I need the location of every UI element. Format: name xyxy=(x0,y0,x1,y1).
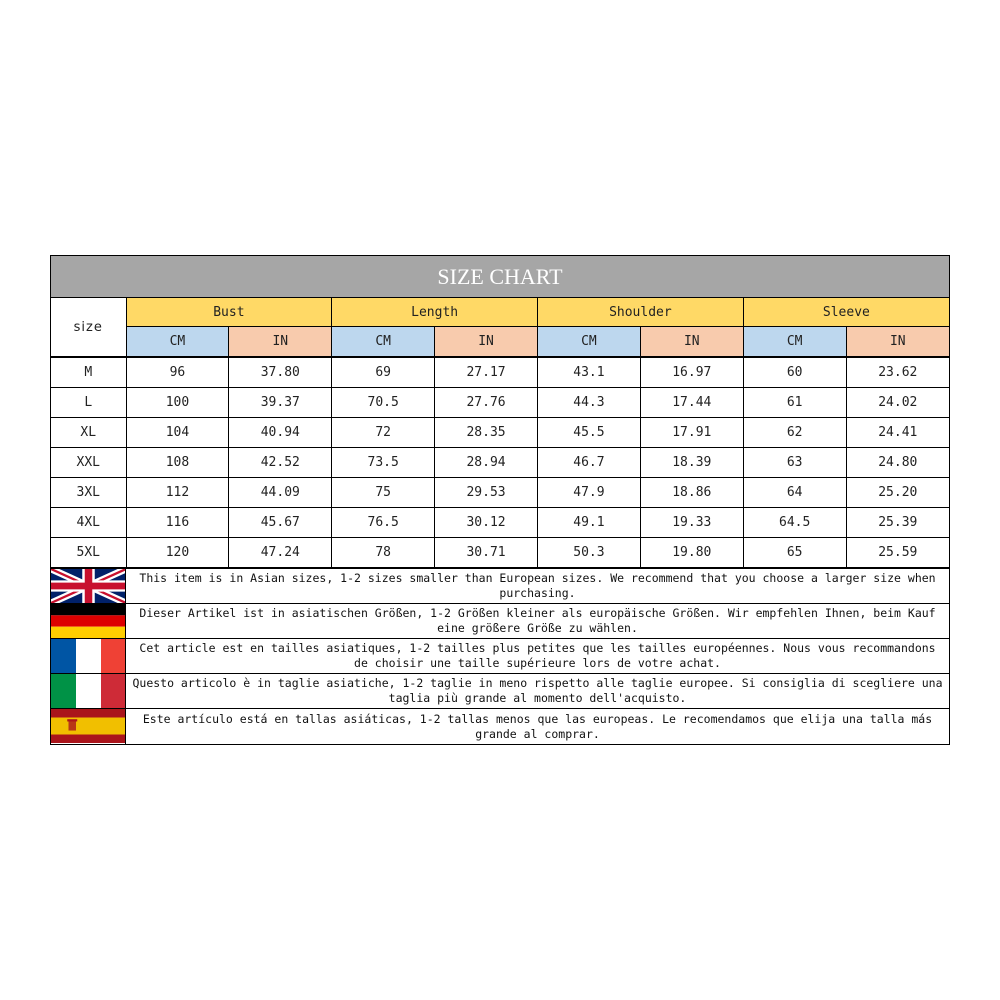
spain-flag-icon xyxy=(51,709,126,744)
size-label: 4XL xyxy=(51,508,126,538)
table-cell: 24.41 xyxy=(846,418,949,448)
group-header-sleeve: Sleeve xyxy=(743,298,949,327)
table-cell: 28.35 xyxy=(435,418,538,448)
table-row xyxy=(51,418,949,448)
size-notes xyxy=(51,568,949,744)
unit-header-in: IN xyxy=(229,327,332,358)
table-cell: 50.3 xyxy=(538,538,641,568)
size-label: XL xyxy=(51,418,126,448)
size-label: M xyxy=(51,357,126,388)
table-cell: 65 xyxy=(743,538,846,568)
table-cell: 17.44 xyxy=(640,388,743,418)
unit-header-row xyxy=(51,327,949,358)
note-italian xyxy=(51,674,949,709)
note-spanish xyxy=(51,709,949,744)
note-text: Cet article est en tailles asiatiques, 1-2 tailles plus petites que les tailles européennes. Nous vous recommandons de choisir une taille supérieure lors de votre achat. xyxy=(139,641,936,670)
table-cell: 42.52 xyxy=(229,448,332,478)
table-cell: 104 xyxy=(126,418,229,448)
table-cell: 27.76 xyxy=(435,388,538,418)
uk-flag-icon xyxy=(51,569,126,603)
france-flag-icon xyxy=(51,639,126,673)
table-cell: 63 xyxy=(743,448,846,478)
table-cell: 30.71 xyxy=(435,538,538,568)
table-cell: 64.5 xyxy=(743,508,846,538)
table-cell: 112 xyxy=(126,478,229,508)
table-cell: 70.5 xyxy=(332,388,435,418)
table-cell: 62 xyxy=(743,418,846,448)
table-cell: 100 xyxy=(126,388,229,418)
size-chart xyxy=(50,255,950,745)
note-text: Este artículo está en tallas asiáticas, 1-2 tallas menos que las europeas. Le recomendamos que elija una talla más grande al comprar. xyxy=(142,711,933,741)
table-cell: 72 xyxy=(332,418,435,448)
table-cell: 18.86 xyxy=(640,478,743,508)
table-cell: 116 xyxy=(126,508,229,538)
table-cell: 76.5 xyxy=(332,508,435,538)
table-cell: 47.24 xyxy=(229,538,332,568)
table-cell: 29.53 xyxy=(435,478,538,508)
size-column-header: size xyxy=(51,298,126,357)
table-row xyxy=(51,448,949,478)
size-label: 5XL xyxy=(51,538,126,568)
size-label: 3XL xyxy=(51,478,126,508)
table-cell: 16.97 xyxy=(640,357,743,388)
table-cell: 28.94 xyxy=(435,448,538,478)
table-cell: 78 xyxy=(332,538,435,568)
table-cell: 96 xyxy=(126,357,229,388)
table-cell: 27.17 xyxy=(435,357,538,388)
note-french xyxy=(51,639,949,674)
table-cell: 73.5 xyxy=(332,448,435,478)
germany-flag-icon xyxy=(51,604,126,638)
table-cell: 46.7 xyxy=(538,448,641,478)
table-cell: 61 xyxy=(743,388,846,418)
table-cell: 25.39 xyxy=(846,508,949,538)
unit-header-cm: CM xyxy=(538,327,641,358)
table-cell: 23.62 xyxy=(846,357,949,388)
table-cell: 75 xyxy=(332,478,435,508)
table-cell: 19.80 xyxy=(640,538,743,568)
size-label: L xyxy=(51,388,126,418)
table-cell: 19.33 xyxy=(640,508,743,538)
unit-header-cm: CM xyxy=(126,327,229,358)
unit-header-in: IN xyxy=(435,327,538,358)
chart-title: SIZE CHART xyxy=(51,256,949,298)
table-cell: 25.20 xyxy=(846,478,949,508)
table-row xyxy=(51,508,949,538)
table-cell: 120 xyxy=(126,538,229,568)
table-row xyxy=(51,478,949,508)
italy-flag-icon xyxy=(51,674,126,708)
table-cell: 60 xyxy=(743,357,846,388)
group-header-length: Length xyxy=(332,298,538,327)
note-english xyxy=(51,569,949,604)
table-cell: 69 xyxy=(332,357,435,388)
table-cell: 64 xyxy=(743,478,846,508)
group-header-row xyxy=(51,298,949,327)
size-table xyxy=(51,298,949,568)
unit-header-in: IN xyxy=(846,327,949,358)
table-row xyxy=(51,538,949,568)
note-text: Questo articolo è in taglie asiatiche, 1-2 taglie in meno rispetto alle taglie europee. Si consiglia di scegliere una taglia più grande al momento dell'acquisto. xyxy=(132,676,943,705)
unit-header-in: IN xyxy=(640,327,743,358)
table-cell: 37.80 xyxy=(229,357,332,388)
table-row xyxy=(51,388,949,418)
unit-header-cm: CM xyxy=(332,327,435,358)
unit-header-cm: CM xyxy=(743,327,846,358)
table-cell: 24.80 xyxy=(846,448,949,478)
table-cell: 30.12 xyxy=(435,508,538,538)
table-cell: 18.39 xyxy=(640,448,743,478)
table-cell: 17.91 xyxy=(640,418,743,448)
table-cell: 49.1 xyxy=(538,508,641,538)
table-cell: 45.5 xyxy=(538,418,641,448)
table-cell: 44.3 xyxy=(538,388,641,418)
table-cell: 25.59 xyxy=(846,538,949,568)
note-text: Dieser Artikel ist in asiatischen Größen, 1-2 Größen kleiner als europäische Größen. Wir empfehlen Ihnen, beim Kauf eine größere Größe zu wählen. xyxy=(139,606,936,635)
table-cell: 47.9 xyxy=(538,478,641,508)
table-cell: 39.37 xyxy=(229,388,332,418)
table-cell: 24.02 xyxy=(846,388,949,418)
group-header-bust: Bust xyxy=(126,298,332,327)
size-label: XXL xyxy=(51,448,126,478)
table-cell: 43.1 xyxy=(538,357,641,388)
table-cell: 45.67 xyxy=(229,508,332,538)
table-row xyxy=(51,357,949,388)
group-header-shoulder: Shoulder xyxy=(538,298,744,327)
table-cell: 108 xyxy=(126,448,229,478)
note-german xyxy=(51,604,949,639)
table-cell: 40.94 xyxy=(229,418,332,448)
table-cell: 44.09 xyxy=(229,478,332,508)
note-text: This item is in Asian sizes, 1-2 sizes smaller than European sizes. We recommend that you choose a larger size when purchasing. xyxy=(139,571,936,600)
